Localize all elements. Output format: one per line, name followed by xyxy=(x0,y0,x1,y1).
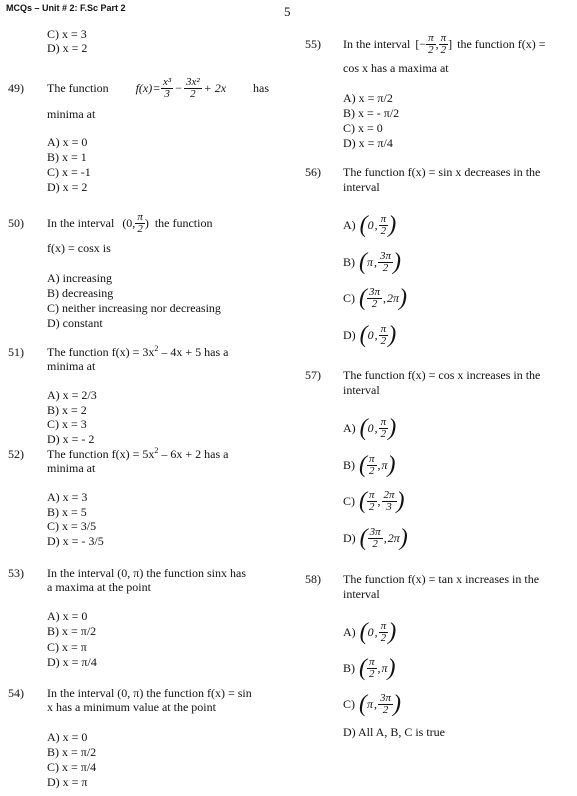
option-c: C) ( $\frac{3\pi}{2}$ , 2π ) xyxy=(343,285,408,311)
option-a: A) x = 2/3 xyxy=(47,388,97,402)
option-d: D) x = 2 xyxy=(47,41,88,55)
interval-open: (0, xyxy=(122,216,136,230)
page-number: 5 xyxy=(284,4,291,19)
option-c: C) x = π/4 xyxy=(47,760,97,774)
stem-after: the function f(x) = xyxy=(457,37,546,51)
option-b: B) x = 2 xyxy=(47,403,87,417)
equals-sign: = xyxy=(153,81,160,95)
fraction: $\frac{\text{3x²}}{2}$ xyxy=(185,75,200,100)
option-b: B) decreasing xyxy=(47,286,114,300)
option-a: A) ( 0 , $\frac{\pi}{2}$ ) xyxy=(343,415,397,441)
fraction: $\frac{\pi}{2}$ xyxy=(137,210,143,235)
question-number: 58) xyxy=(305,572,321,586)
fraction: $\frac{\pi}{2}$ xyxy=(440,31,447,56)
option-c: C) x = 3 xyxy=(47,27,87,41)
header-title: MCQs – Unit # 2: F.Sc Part 2 xyxy=(6,3,126,13)
option-c: C) ( π , $\frac{3\pi}{2}$ ) xyxy=(343,691,402,717)
option-d: D) All A, B, C is true xyxy=(343,725,446,739)
option-d: D) ( 0 , $\frac{\pi}{2}$ ) xyxy=(343,322,397,348)
option-a: A) x = π/2 xyxy=(343,91,393,105)
question-58-stem: The function f(x) = tan x increases in the xyxy=(343,572,540,586)
question-number: 55) xyxy=(305,37,321,51)
question-number: 52) xyxy=(8,447,24,461)
stem-continuation: x has a minimum value at the point xyxy=(47,700,216,714)
option-a: A) x = 0 xyxy=(47,609,88,623)
option-b: B) ( $\frac{\pi}{2}$ , π ) xyxy=(343,655,396,681)
fraction: $\frac{\pi}{2}$ xyxy=(428,31,434,56)
option-a: A) x = 3 xyxy=(47,490,88,504)
interval: ( $\frac{\pi}{2}$ , π ) xyxy=(359,655,396,681)
option-c: C) ( $\frac{\pi}{2}$ , $\frac{2\pi}{3}$ ) xyxy=(343,488,405,514)
option-a: A) x = 0 xyxy=(47,135,88,149)
question-number: 54) xyxy=(8,686,24,700)
option-b: B) x = - π/2 xyxy=(343,106,400,120)
interval: ( 0 , $\frac{\pi}{2}$ ) xyxy=(359,322,397,348)
fraction: $\frac{\text{x³}}{3}$ xyxy=(163,75,172,100)
stem-continuation: a maxima at the point xyxy=(47,580,151,594)
option-d: D) x = π/4 xyxy=(343,136,393,150)
function-expression xyxy=(136,77,227,100)
option-d: D) x = 2 xyxy=(47,180,88,194)
minus-sign: − xyxy=(175,81,182,95)
option-d: D) x = - 3/5 xyxy=(47,534,104,548)
interval: ( $\frac{3\pi}{2}$ , 2π ) xyxy=(359,285,408,311)
function-tail: + 2x xyxy=(203,81,227,95)
question-50-stem xyxy=(47,205,212,241)
interval: ( $\frac{\pi}{2}$ , π ) xyxy=(359,452,396,478)
comma: , xyxy=(435,37,439,51)
interval: ( $\frac{3\pi}{2}$ , 2π ) xyxy=(359,525,408,551)
option-c: C) x = 0 xyxy=(343,121,383,135)
interval: ( 0 , $\frac{\pi}{2}$ ) xyxy=(359,415,397,441)
question-number: 49) xyxy=(8,81,24,95)
stem-continuation: interval xyxy=(343,383,380,397)
option-d: D) ( $\frac{3\pi}{2}$ , 2π ) xyxy=(343,525,408,551)
stem-has: has xyxy=(253,81,269,95)
option-b: B) x = 5 xyxy=(47,505,87,519)
interval: ( $\frac{\pi}{2}$ , $\frac{2\pi}{3}$ ) xyxy=(359,488,405,514)
question-number: 51) xyxy=(8,345,24,359)
question-number: 50) xyxy=(8,216,24,230)
question-55-stem xyxy=(343,26,546,62)
option-b: B) x = π/2 xyxy=(47,745,97,759)
interval: ( 0 , $\frac{\pi}{2}$ ) xyxy=(359,619,397,645)
stem-continuation: interval xyxy=(343,587,380,601)
option-c: C) x = -1 xyxy=(47,165,91,179)
option-d: D) x = π/4 xyxy=(47,655,97,669)
option-d: D) x = - 2 xyxy=(47,432,95,446)
option-c: C) x = 3/5 xyxy=(47,519,97,533)
stem-continuation: cos x has a maxima at xyxy=(343,61,449,75)
option-c: C) x = π xyxy=(47,640,87,654)
question-49-stem xyxy=(47,68,269,108)
option-c: C) x = 3 xyxy=(47,417,87,431)
question-51-stem: The function $f(x) = 3x^2 - 4x + 5$ has a xyxy=(47,344,229,359)
option-b: B) x = π/2 xyxy=(47,624,97,638)
interval: ( π , $\frac{3\pi}{2}$ ) xyxy=(359,691,402,717)
stem-continuation: interval xyxy=(343,180,380,194)
question-number: 56) xyxy=(305,165,321,179)
option-d: D) x = π xyxy=(47,775,88,789)
function-name: f(x) xyxy=(135,81,153,95)
option-b: B) ( π , $\frac{3\pi}{2}$ ) xyxy=(343,249,402,275)
stem-lead: In the interval xyxy=(343,37,411,51)
interval-close: ] xyxy=(448,37,453,51)
option-a: A) x = 0 xyxy=(47,730,88,744)
stem-continuation: minima at xyxy=(47,107,96,121)
interval: ( π , $\frac{3\pi}{2}$ ) xyxy=(359,249,402,275)
stem-lead: The function xyxy=(47,81,109,95)
option-a: A) increasing xyxy=(47,271,112,285)
stem-lead: In the interval xyxy=(47,216,115,230)
question-number: 57) xyxy=(305,368,321,382)
interval-close: ) xyxy=(144,216,149,230)
stem-continuation: minima at xyxy=(47,461,96,475)
question-52-stem: The function $f(x) = 5x^2 - 6x + 2$ has a xyxy=(47,446,229,461)
option-d: D) constant xyxy=(47,316,103,330)
stem-after: the function xyxy=(154,216,213,230)
question-57-stem: The function f(x) = cos x increases in the xyxy=(343,368,541,382)
interval-open: [− xyxy=(415,37,427,51)
option-c: C) neither increasing nor decreasing xyxy=(47,301,221,315)
option-a: A) ( 0 , $\frac{\pi}{2}$ ) xyxy=(343,212,397,238)
interval: ( 0 , $\frac{\pi}{2}$ ) xyxy=(359,212,397,238)
stem-continuation: f(x) = cosx is xyxy=(47,241,111,255)
option-b: B) ( $\frac{\pi}{2}$ , π ) xyxy=(343,452,396,478)
question-53-stem: In the interval (0, π) the function sinx has xyxy=(47,566,247,580)
stem-continuation: minima at xyxy=(47,359,96,373)
question-number: 53) xyxy=(8,566,24,580)
option-b: B) x = 1 xyxy=(47,150,87,164)
option-a: A) ( 0 , $\frac{\pi}{2}$ ) xyxy=(343,619,397,645)
question-56-stem: The function f(x) = sin x decreases in the xyxy=(343,165,541,179)
question-54-stem: In the interval (0, π) the function f(x) = sin xyxy=(47,686,252,700)
